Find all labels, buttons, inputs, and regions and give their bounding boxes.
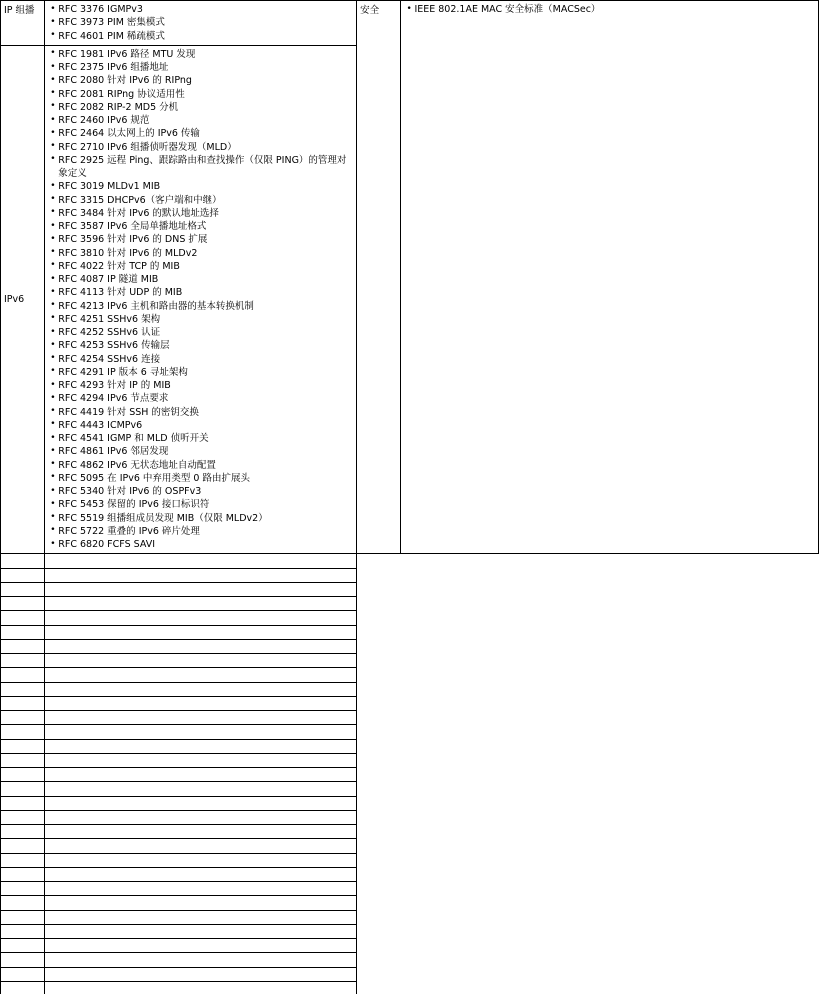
list-item: • RFC 1981 IPv6 路径 MTU 发现	[49, 48, 354, 61]
blank-cell-list	[45, 568, 357, 582]
blank-cell-list	[45, 810, 357, 824]
list-item: • RFC 3810 针对 IPv6 的 MLDv2	[49, 247, 354, 260]
blank-cell-category	[1, 967, 45, 981]
blank-cell-category	[1, 554, 45, 568]
list-item: • RFC 2925 远程 Ping、跟踪路由和查找操作（仅限 PING）的管理对象定义	[49, 154, 354, 181]
list-item: • RFC 6820 FCFS SAVI	[49, 538, 354, 551]
table-row	[1, 967, 819, 981]
list-item: • RFC 4443 ICMPv6	[49, 419, 354, 432]
list-item: • RFC 2080 针对 IPv6 的 RIPng	[49, 74, 354, 87]
blank-cell-list	[45, 953, 357, 967]
blank-cell-list	[45, 967, 357, 981]
table-row	[1, 810, 819, 824]
table-row	[1, 739, 819, 753]
blank-cell-list	[45, 582, 357, 596]
table-row	[1, 654, 819, 668]
table-row	[1, 825, 819, 839]
rfc-list	[45, 1, 356, 45]
blank-cell-category	[1, 882, 45, 896]
list-item: • RFC 4251 SSHv6 架构	[49, 313, 354, 326]
rfc-list	[45, 46, 356, 554]
blank-cell-list	[45, 796, 357, 810]
list-item: • IEEE 802.1AE MAC 安全标准（MACSec）	[405, 3, 816, 16]
table-row	[1, 896, 819, 910]
blank-cell-category	[1, 810, 45, 824]
list-item: • RFC 5722 重叠的 IPv6 碎片处理	[49, 525, 354, 538]
blank-cell-list	[45, 682, 357, 696]
blank-cell-list	[45, 554, 357, 568]
table-row	[1, 668, 819, 682]
table-row	[1, 639, 819, 653]
blank-cell-category	[1, 696, 45, 710]
blank-cell-category	[1, 625, 45, 639]
list-item: • RFC 4294 IPv6 节点要求	[49, 392, 354, 405]
table-row	[1, 981, 819, 994]
table-row-ip-multicast	[1, 1, 819, 46]
blank-cell-category	[1, 825, 45, 839]
blank-cell-list	[45, 597, 357, 611]
list-item: • RFC 4253 SSHv6 传输层	[49, 339, 354, 352]
category-cell-ipv6	[1, 45, 45, 554]
list-item: • RFC 4541 IGMP 和 MLD 侦听开关	[49, 432, 354, 445]
list-item: • RFC 5095 在 IPv6 中弃用类型 0 路由扩展头	[49, 472, 354, 485]
blank-cell-category	[1, 597, 45, 611]
category-label-wrap	[1, 46, 44, 554]
list-item: • RFC 2460 IPv6 规范	[49, 114, 354, 127]
blank-cell-category	[1, 611, 45, 625]
list-item: • RFC 3973 PIM 密集模式	[49, 16, 354, 29]
blank-cell-list	[45, 668, 357, 682]
rfc-list-cell-ip-multicast	[45, 1, 357, 46]
list-item: • RFC 2464 以太网上的 IPv6 传输	[49, 127, 354, 140]
table-row	[1, 682, 819, 696]
blank-cell-category	[1, 582, 45, 596]
blank-cell-list	[45, 882, 357, 896]
list-item: • RFC 4293 针对 IP 的 MIB	[49, 379, 354, 392]
table-row	[1, 867, 819, 881]
category-label: 安全	[360, 5, 380, 16]
blank-cell-category	[1, 853, 45, 867]
list-item: • RFC 4291 IP 版本 6 寻址架构	[49, 366, 354, 379]
list-item: • RFC 2081 RIPng 协议适用性	[49, 88, 354, 101]
security-list-cell	[401, 1, 819, 554]
blank-cell-list	[45, 896, 357, 910]
blank-cell-category	[1, 654, 45, 668]
blank-cell-category	[1, 725, 45, 739]
blank-cell-category	[1, 910, 45, 924]
blank-cell-category	[1, 639, 45, 653]
category-cell-ip-multicast	[1, 1, 45, 46]
blank-cell-list	[45, 711, 357, 725]
table-row	[1, 725, 819, 739]
table-row	[1, 582, 819, 596]
blank-cell-category	[1, 867, 45, 881]
table-row	[1, 554, 819, 568]
blank-cell-list	[45, 924, 357, 938]
blank-cell-list	[45, 625, 357, 639]
table-row	[1, 611, 819, 625]
blank-cell-category	[1, 939, 45, 953]
list-item: • RFC 2375 IPv6 组播地址	[49, 61, 354, 74]
list-item: • RFC 4862 IPv6 无状态地址自动配置	[49, 459, 354, 472]
blank-cell-list	[45, 782, 357, 796]
blank-cell-category	[1, 668, 45, 682]
table-row	[1, 796, 819, 810]
list-item: • RFC 5519 组播组成员发现 MIB（仅限 MLDv2）	[49, 512, 354, 525]
blank-cell-list	[45, 867, 357, 881]
list-item: • RFC 4022 针对 TCP 的 MIB	[49, 260, 354, 273]
list-item: • RFC 4252 SSHv6 认证	[49, 326, 354, 339]
list-item: • RFC 4087 IP 隧道 MIB	[49, 273, 354, 286]
list-item: • RFC 2710 IPv6 组播侦听器发现（MLD）	[49, 141, 354, 154]
list-item: • RFC 3019 MLDv1 MIB	[49, 180, 354, 193]
blank-cell-list	[45, 639, 357, 653]
table-row	[1, 853, 819, 867]
category-label: IPv6	[4, 294, 25, 305]
table-row	[1, 924, 819, 938]
table-row	[1, 939, 819, 953]
list-item: • RFC 4213 IPv6 主机和路由器的基本转换机制	[49, 300, 354, 313]
table-row	[1, 839, 819, 853]
table-row	[1, 711, 819, 725]
list-item: • RFC 3484 针对 IPv6 的默认地址选择	[49, 207, 354, 220]
list-item: • RFC 5340 针对 IPv6 的 OSPFv3	[49, 485, 354, 498]
table-row	[1, 753, 819, 767]
list-item: • RFC 5453 保留的 IPv6 接口标识符	[49, 498, 354, 511]
table-row	[1, 882, 819, 896]
category-label: IP 组播	[4, 5, 35, 16]
table-row	[1, 953, 819, 967]
blank-cell-category	[1, 953, 45, 967]
list-item: • RFC 4419 针对 SSH 的密钥交换	[49, 406, 354, 419]
blank-cell-category	[1, 924, 45, 938]
table-row	[1, 597, 819, 611]
blank-cell-list	[45, 753, 357, 767]
blank-cell-category	[1, 739, 45, 753]
blank-cell-list	[45, 611, 357, 625]
blank-cell-list	[45, 939, 357, 953]
blank-cell-list	[45, 981, 357, 994]
blank-cell-category	[1, 682, 45, 696]
blank-cell-list	[45, 768, 357, 782]
table-row	[1, 910, 819, 924]
blank-cell-list	[45, 910, 357, 924]
blank-cell-category	[1, 782, 45, 796]
blank-cell-category	[1, 711, 45, 725]
blank-cell-list	[45, 839, 357, 853]
blank-cell-category	[1, 568, 45, 582]
blank-cell-category	[1, 896, 45, 910]
blank-cell-list	[45, 853, 357, 867]
list-item: • RFC 4861 IPv6 邻居发现	[49, 445, 354, 458]
list-item: • RFC 4254 SSHv6 连接	[49, 353, 354, 366]
blank-cell-list	[45, 725, 357, 739]
table-row	[1, 782, 819, 796]
blank-cell-category	[1, 796, 45, 810]
rfc-list-cell-ipv6	[45, 45, 357, 554]
blank-cell-category	[1, 768, 45, 782]
list-item: • RFC 4113 针对 UDP 的 MIB	[49, 286, 354, 299]
blank-cell-category	[1, 753, 45, 767]
list-item: • RFC 2082 RIP-2 MD5 分机	[49, 101, 354, 114]
list-item: • RFC 3376 IGMPv3	[49, 3, 354, 16]
blank-cell-list	[45, 696, 357, 710]
list-item: • RFC 4601 PIM 稀疏模式	[49, 30, 354, 43]
security-standard-list	[401, 1, 818, 18]
list-item: • RFC 3587 IPv6 全局单播地址格式	[49, 220, 354, 233]
blank-cell-category	[1, 839, 45, 853]
table-row	[1, 768, 819, 782]
category-cell-security	[357, 1, 401, 554]
blank-cell-list	[45, 654, 357, 668]
table-row	[1, 568, 819, 582]
list-item: • RFC 3315 DHCPv6（客户端和中继）	[49, 194, 354, 207]
table-row	[1, 696, 819, 710]
blank-cell-category	[1, 981, 45, 994]
blank-cell-list	[45, 739, 357, 753]
table-row	[1, 625, 819, 639]
blank-cell-list	[45, 825, 357, 839]
list-item: • RFC 3596 针对 IPv6 的 DNS 扩展	[49, 233, 354, 246]
